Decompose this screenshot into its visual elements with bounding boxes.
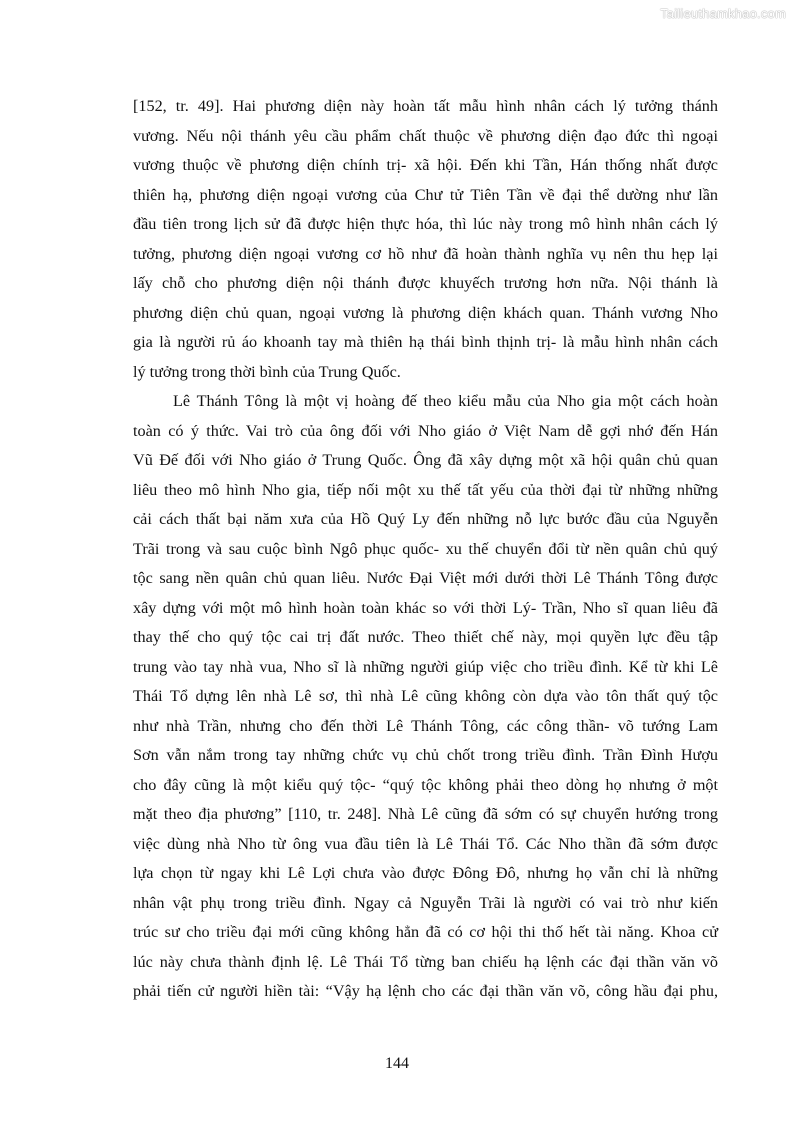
text-line: lấy chỗ cho phương diện nội thánh được khuyếch trương hơn nữa. Nội thánh là xyxy=(133,274,718,292)
text-line: trung vào tay nhà vua, Nho sĩ là những người giúp việc cho triều đình. Kể từ khi Lê xyxy=(133,657,718,676)
text-line: lựa chọn từ ngay khi Lê Lợi chưa vào được Đông Đô, nhưng họ vẫn chỉ là những xyxy=(133,864,718,882)
text-line: lý tưởng trong thời bình của Trung Quốc. xyxy=(133,362,401,381)
text-line: Lê Thánh Tông là một vị hoàng đế theo kiểu mẫu của Nho gia một cách hoàn xyxy=(173,392,718,410)
paragraph-1 xyxy=(133,92,718,387)
text-line: Trãi trong và sau cuộc bình Ngô phục quốc- xu thế chuyển đổi từ nền quân chủ quý xyxy=(133,539,718,558)
text-line: tộc sang nền quân chủ quan liêu. Nước Đại Việt mới dưới thời Lê Thánh Tông được xyxy=(133,569,718,587)
text-line: như nhà Trần, nhưng cho đến thời Lê Thánh Tông, các công thần- võ tướng Lam xyxy=(133,716,718,735)
text-line: liêu theo mô hình Nho gia, tiếp nối một xu thế tất yếu của thời đại từ những những xyxy=(133,480,718,499)
text-line: thay thế cho quý tộc cai trị đất nước. Theo thiết chế này, mọi quyền lực đều tập xyxy=(133,628,718,646)
text-line: Sơn vẫn nắm trong tay những chức vụ chủ chốt trong triều đình. Trần Đình Hượu xyxy=(133,746,718,764)
text-line: cải cách thất bại năm xưa của Hồ Quý Ly đến những nỗ lực bước đầu của Nguyễn xyxy=(133,510,718,528)
text-line: phải tiến cử người hiền tài: “Vậy hạ lệnh cho các đại thần văn võ, công hầu đại phu, xyxy=(133,982,718,1000)
page-number: 144 xyxy=(385,1055,409,1072)
text-line: gia là người rủ áo khoanh tay mà thiên hạ thái bình thịnh trị- là mẫu hình nhân cách xyxy=(133,333,718,351)
text-line: Thái Tổ dựng lên nhà Lê sơ, thì nhà Lê cũng không còn dựa vào tôn thất quý tộc xyxy=(133,687,718,705)
text-line: lúc này chưa thành định lệ. Lê Thái Tổ từng ban chiếu hạ lệnh các đại thần văn võ xyxy=(133,952,718,971)
document-body xyxy=(133,92,718,1007)
text-line: thiên hạ, phương diện ngoại vương của Chư tử Tiên Tần về đại thể dường như lần xyxy=(133,185,718,204)
text-line: nhân vật phụ trong triều đình. Ngay cả Nguyễn Trãi là người có vai trò như kiến xyxy=(133,893,718,912)
watermark-text: Tailieuthamkhao.com xyxy=(660,6,786,21)
text-line: [152, tr. 49]. Hai phương diện này hoàn tất mẫu hình nhân cách lý tưởng thánh xyxy=(133,97,718,115)
paragraph-2 xyxy=(133,387,718,1007)
text-line: toàn có ý thức. Vai trò của ông đối với Nho giáo ở Việt Nam dễ gợi nhớ đến Hán xyxy=(133,421,718,440)
text-line: Vũ Đế đối với Nho giáo ở Trung Quốc. Ông đã xây dựng một xã hội quân chủ quan xyxy=(133,451,718,469)
text-line: tưởng, phương diện ngoại vương cơ hồ như đã hoàn thành nghĩa vụ nên thu hẹp lại xyxy=(133,244,718,263)
text-line: mặt theo địa phương” [110, tr. 248]. Nhà Lê cũng đã sớm có sự chuyển hướng trong xyxy=(133,805,718,823)
text-line: trúc sư cho triều đại mới cũng không hẳn đã có cơ hội thi thố hết tài năng. Khoa cử xyxy=(133,923,718,941)
text-line: xây dựng với một mô hình hoàn toàn khác so với thời Lý- Trần, Nho sĩ quan liêu đã xyxy=(133,598,718,617)
text-line: cho đây cũng là một kiểu quý tộc- “quý tộc không phải theo dòng họ nhưng ở một xyxy=(133,775,718,794)
text-line: vương. Nếu nội thánh yêu cầu phẩm chất thuộc về phương diện đạo đức thì ngoại xyxy=(133,126,718,145)
text-line: vương thuộc về phương diện chính trị- xã hội. Đến khi Tần, Hán thống nhất được xyxy=(133,156,718,174)
text-line: đầu tiên trong lịch sử đã được hiện thực hóa, thì lúc này trong mô hình nhân cách lý xyxy=(133,215,718,233)
text-line: phương diện chủ quan, ngoại vương là phương diện khách quan. Thánh vương Nho xyxy=(133,303,718,322)
text-line: việc dùng nhà Nho từ ông vua đầu tiên là Lê Thái Tổ. Các Nho thần đã sớm được xyxy=(133,834,718,853)
